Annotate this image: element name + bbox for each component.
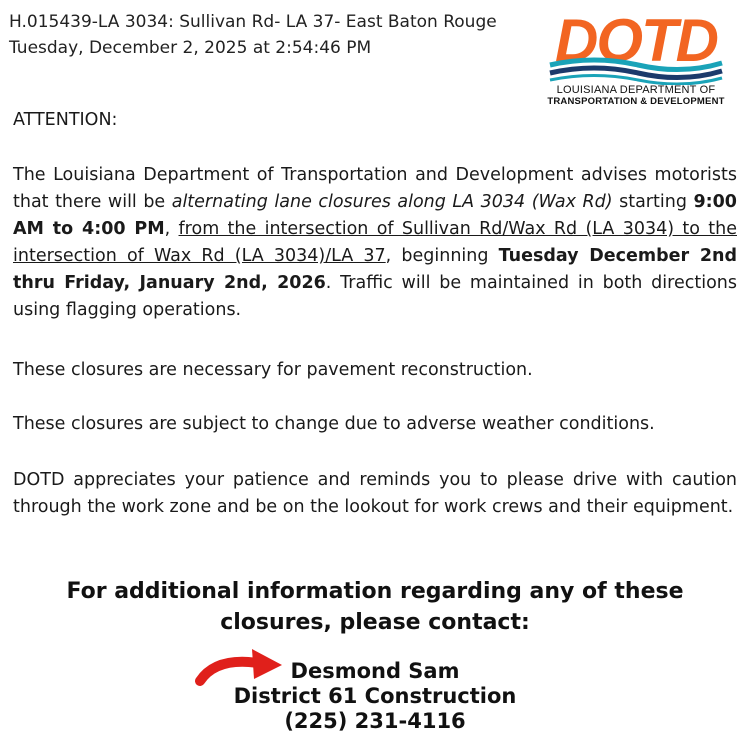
advisory-text-3: , bbox=[164, 219, 179, 239]
dotd-logo bbox=[546, 7, 726, 107]
contact-block bbox=[0, 659, 750, 734]
notice-timestamp: Tuesday, December 2, 2025 at 2:54:46 PM bbox=[9, 38, 372, 58]
reconstruction-paragraph: These closures are necessary for pavement reconstruction. bbox=[13, 360, 533, 380]
advisory-closure-type: alternating lane closures along LA 3034 (Wax Rd) bbox=[171, 192, 613, 212]
appreciation-paragraph: DOTD appreciates your patience and reminds you to please drive with caution through the work zone and be on the lookout for work crews and their equipment. bbox=[13, 470, 737, 517]
contact-prompt-line2: closures, please contact: bbox=[220, 610, 530, 635]
advisory-dates: Tuesday December 2nd thru Friday, January 2nd, 2026 bbox=[13, 246, 737, 293]
dotd-logo-graphic bbox=[546, 7, 726, 85]
contact-prompt bbox=[0, 576, 750, 638]
contact-prompt-line1: For additional information regarding any of these bbox=[66, 579, 684, 604]
logo-subtitle-line2: TRANSPORTATION & DEVELOPMENT bbox=[547, 96, 725, 107]
advisory-hours: 9:00 AM to 4:00 PM bbox=[13, 192, 737, 239]
dotd-wordmark: DOTD bbox=[555, 7, 717, 74]
attention-heading: ATTENTION: bbox=[13, 110, 118, 130]
contact-name: Desmond Sam bbox=[290, 659, 460, 683]
contact-phone: (225) 231-4116 bbox=[284, 709, 466, 733]
advisory-text-5: . Traffic will be maintained in both directions using flagging operations. bbox=[13, 273, 737, 320]
contact-organization: District 61 Construction bbox=[233, 684, 517, 708]
weather-paragraph: These closures are subject to change due to adverse weather conditions. bbox=[13, 414, 655, 434]
advisory-text-2: starting bbox=[612, 192, 694, 212]
advisory-text-1: The Louisiana Department of Transportation and Development advises motorists that there will be bbox=[13, 165, 737, 212]
notice-header bbox=[9, 9, 497, 61]
advisory-text-4: , beginning bbox=[385, 246, 499, 266]
advisory-paragraph bbox=[13, 162, 737, 324]
logo-subtitle-line1: LOUISIANA DEPARTMENT OF bbox=[556, 84, 716, 96]
notice-id-title: H.015439-LA 3034: Sullivan Rd- LA 37- East Baton Rouge bbox=[9, 12, 497, 32]
advisory-location: from the intersection of Sullivan Rd/Wax Rd (LA 3034) to the intersection of Wax Rd (LA 3034)/LA 37 bbox=[13, 219, 737, 266]
